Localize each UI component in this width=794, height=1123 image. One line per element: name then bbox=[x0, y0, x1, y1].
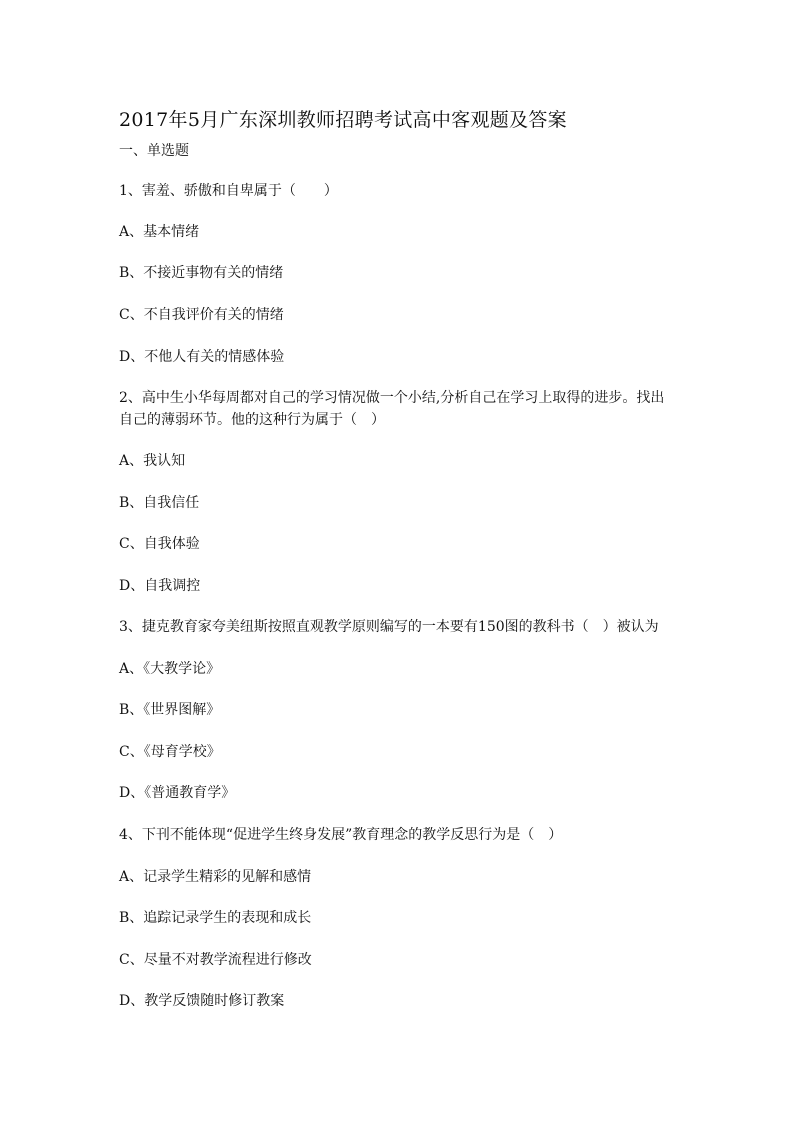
question-2-option-c: C、自我体验 bbox=[119, 536, 200, 552]
question-2-option-a: A、我认知 bbox=[119, 453, 186, 469]
question-2-stem-line-1: 2、高中生小华每周都对自己的学习情况做一个小结,分析自己在学习上取得的进步。找出 bbox=[119, 390, 665, 406]
question-4-option-b: B、追踪记录学生的表现和成长 bbox=[119, 910, 312, 926]
question-4-option-c: C、尽量不对教学流程进行修改 bbox=[119, 952, 312, 968]
question-3-option-a: A、《大教学论》 bbox=[119, 661, 221, 677]
question-1-option-d: D、不他人有关的情感体验 bbox=[119, 349, 285, 365]
question-3-stem: 3、捷克教育家夸美纽斯按照直观教学原则编写的一本要有150图的教科书（ ）被认为 bbox=[119, 619, 659, 635]
question-1-option-c: C、不自我评价有关的情绪 bbox=[119, 307, 284, 323]
question-3-option-c: C、《母育学校》 bbox=[119, 744, 221, 760]
question-1-stem: 1、害羞、骄傲和自卑属于（ ） bbox=[119, 183, 338, 199]
question-1-option-a: A、基本情绪 bbox=[119, 224, 200, 240]
section-heading: 一、单选题 bbox=[119, 143, 189, 159]
question-4-option-d: D、教学反馈随时修订教案 bbox=[119, 993, 285, 1009]
question-2-option-d: D、自我调控 bbox=[119, 578, 201, 594]
question-2-stem-line-2: 自己的薄弱环节。他的这种行为属于（ ） bbox=[119, 412, 385, 428]
document-title: 2017年5月广东深圳教师招聘考试高中客观题及答案 bbox=[119, 109, 567, 131]
question-4-stem: 4、下刊不能体现“促进学生终身发展”教育理念的教学反思行为是（ ） bbox=[119, 827, 563, 843]
question-4-option-a: A、记录学生精彩的见解和感情 bbox=[119, 869, 312, 885]
question-3-option-d: D、《普通教育学》 bbox=[119, 785, 236, 801]
question-2-option-b: B、自我信任 bbox=[119, 495, 200, 511]
question-1-option-b: B、不接近事物有关的情绪 bbox=[119, 265, 284, 281]
question-3-option-b: B、《世界图解》 bbox=[119, 702, 221, 718]
